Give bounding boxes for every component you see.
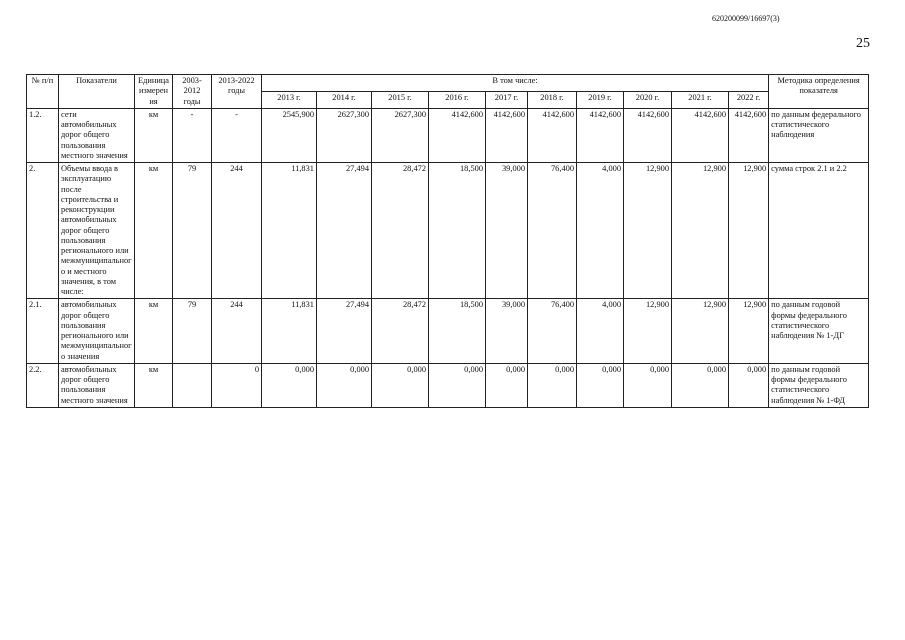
row-num: 1.2. — [27, 108, 59, 162]
header-period-2003: 2003-2012 годы — [173, 75, 212, 109]
row-name: автомобильных дорог общего пользования местного значения — [59, 363, 135, 407]
header-unit: Единица измерения — [135, 75, 173, 109]
year-value: 39,000 — [486, 163, 528, 299]
year-value: 39,000 — [486, 299, 528, 364]
header-method: Методика определения показателя — [769, 75, 869, 109]
header-year: 2017 г. — [486, 91, 528, 108]
header-indicators: Показатели — [59, 75, 135, 109]
year-value: 12,900 — [672, 163, 729, 299]
year-value: 4142,600 — [429, 108, 486, 162]
header-year: 2016 г. — [429, 91, 486, 108]
row-period-2013: 244 — [212, 163, 262, 299]
year-value: 12,900 — [624, 299, 672, 364]
row-unit: км — [135, 299, 173, 364]
year-value: 0,000 — [577, 363, 624, 407]
row-num: 2.1. — [27, 299, 59, 364]
header-year: 2018 г. — [528, 91, 577, 108]
table-row — [27, 299, 869, 364]
row-name: Объемы ввода в эксплуатацию после строительства и реконструкции автомобильных дорог общего пользования регионального или межмуниципального и местного значения, в том числе: — [59, 163, 135, 299]
year-value: 12,900 — [624, 163, 672, 299]
year-value: 0,000 — [372, 363, 429, 407]
year-value: 12,900 — [672, 299, 729, 364]
year-value: 11,831 — [262, 163, 317, 299]
row-name: автомобильных дорог общего пользования регионального или межмуниципального значения — [59, 299, 135, 364]
year-value: 4142,600 — [672, 108, 729, 162]
row-period-2003: 79 — [173, 163, 212, 299]
header-including: В том числе: — [262, 75, 769, 92]
year-value: 18,500 — [429, 163, 486, 299]
year-value: 0,000 — [672, 363, 729, 407]
row-method: по данным годовой формы федерального статистического наблюдения № 1-ДГ — [769, 299, 869, 364]
header-num: № п/п — [27, 75, 59, 109]
year-value: 0,000 — [486, 363, 528, 407]
row-unit: км — [135, 163, 173, 299]
row-method: по данным федерального статистического наблюдения — [769, 108, 869, 162]
year-value: 0,000 — [429, 363, 486, 407]
header-row-1 — [27, 75, 869, 92]
year-value: 76,400 — [528, 299, 577, 364]
year-value: 27,494 — [317, 163, 372, 299]
year-value: 76,400 — [528, 163, 577, 299]
header-period-2013: 2013-2022 годы — [212, 75, 262, 109]
row-num: 2.2. — [27, 363, 59, 407]
year-value: 2545,900 — [262, 108, 317, 162]
year-value: 0,000 — [624, 363, 672, 407]
year-value: 2627,300 — [372, 108, 429, 162]
table-row — [27, 163, 869, 299]
row-unit: км — [135, 108, 173, 162]
year-value: 4142,600 — [729, 108, 769, 162]
year-value: 4142,600 — [577, 108, 624, 162]
year-value: 12,900 — [729, 163, 769, 299]
page-number: 25 — [856, 36, 870, 51]
year-value: 0,000 — [729, 363, 769, 407]
year-value: 11,831 — [262, 299, 317, 364]
row-name: сети автомобильных дорог общего пользования местного значения — [59, 108, 135, 162]
year-value: 4,000 — [577, 163, 624, 299]
indicators-table — [26, 74, 869, 408]
row-unit: км — [135, 363, 173, 407]
row-method: сумма строк 2.1 и 2.2 — [769, 163, 869, 299]
header-year: 2015 г. — [372, 91, 429, 108]
header-year: 2019 г. — [577, 91, 624, 108]
header-year: 2022 г. — [729, 91, 769, 108]
year-value: 2627,300 — [317, 108, 372, 162]
document-code: 620200099/16697(3) — [712, 14, 780, 23]
header-year: 2013 г. — [262, 91, 317, 108]
row-period-2003: - — [173, 108, 212, 162]
year-value: 12,900 — [729, 299, 769, 364]
row-num: 2. — [27, 163, 59, 299]
row-period-2013: - — [212, 108, 262, 162]
year-value: 0,000 — [262, 363, 317, 407]
year-value: 4142,600 — [624, 108, 672, 162]
header-year: 2020 г. — [624, 91, 672, 108]
row-period-2013: 0 — [212, 363, 262, 407]
year-value: 0,000 — [317, 363, 372, 407]
table-row — [27, 363, 869, 407]
row-period-2003 — [173, 363, 212, 407]
row-period-2013: 244 — [212, 299, 262, 364]
year-value: 4142,600 — [486, 108, 528, 162]
year-value: 27,494 — [317, 299, 372, 364]
year-value: 4142,600 — [528, 108, 577, 162]
year-value: 28,472 — [372, 163, 429, 299]
year-value: 28,472 — [372, 299, 429, 364]
row-period-2003: 79 — [173, 299, 212, 364]
year-value: 4,000 — [577, 299, 624, 364]
table-row — [27, 108, 869, 162]
year-value: 18,500 — [429, 299, 486, 364]
header-year: 2014 г. — [317, 91, 372, 108]
row-method: по данным годовой формы федерального статистического наблюдения № 1-ФД — [769, 363, 869, 407]
year-value: 0,000 — [528, 363, 577, 407]
header-year: 2021 г. — [672, 91, 729, 108]
